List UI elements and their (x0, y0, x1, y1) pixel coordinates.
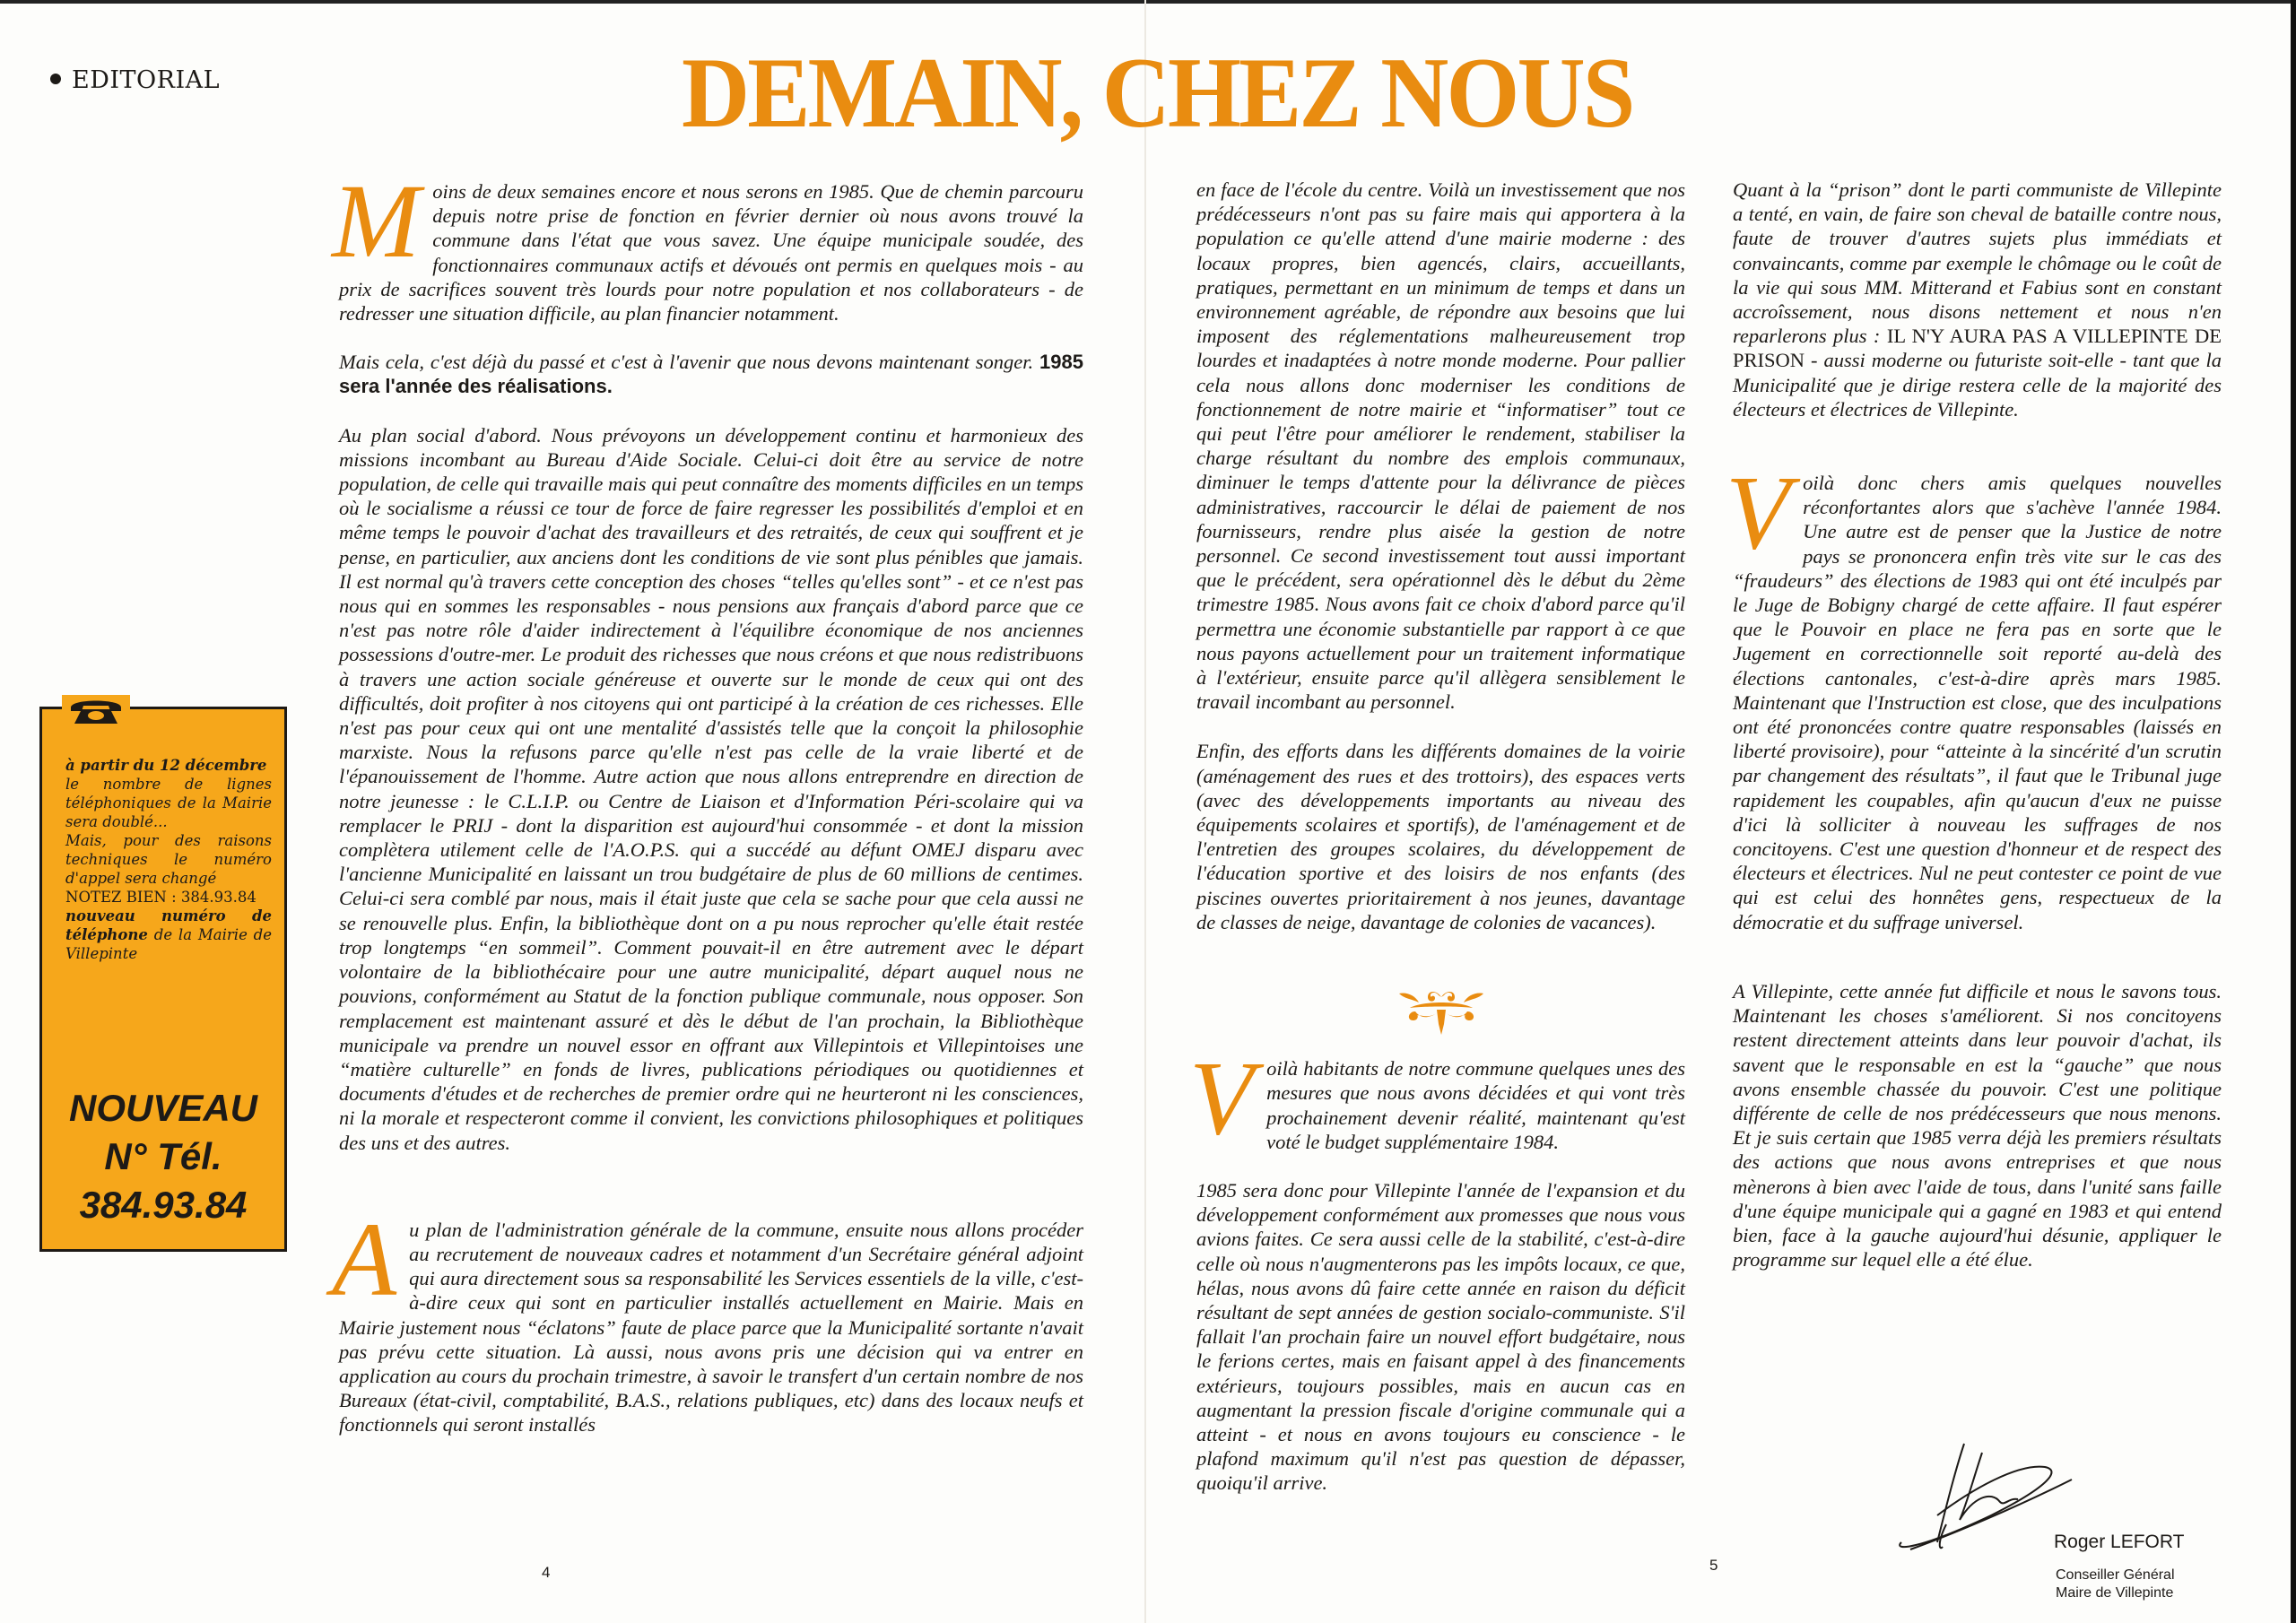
signatory-title: Conseiller Général (2056, 1567, 2175, 1583)
paragraph-text: oins de deux semaines encore et nous serons en 1985. Que de chemin parcouru depuis notre prise de fonction en février dernier où nous avons trouvé la commune dans l'état que vous savez. Une équipe municipale soudée, des fonctionnaires communaux actifs et dévoués ont permis en quelques mois - au prix de sacrifices souvent très lourds pour notre population et nos collaborateurs - de redresser une situation difficile, au plan financier notamment. (339, 180, 1083, 325)
paragraph (1189, 1039, 1685, 1158)
notice-date: à partir du 12 décembre (65, 757, 267, 774)
page-number: 4 (542, 1564, 551, 1581)
phone-big-nouveau: NOUVEAU (68, 1087, 258, 1129)
page-top-edge (0, 0, 2296, 4)
paragraph (1733, 979, 2222, 1271)
page4-column (332, 162, 1083, 1462)
page5-column-right (1726, 178, 2222, 1296)
paragraph-text: Au plan social d'abord. Nous prévoyons un développement continu et harmonieux des missions incombant au Bureau d'Aide Sociale. Celui-ci doit être au service de notre population, de celle qui travaille mais qui peut connaître des moments difficiles en un temps où le socialisme a réussi ce tour de force de faire regresser les possibilités d'emploi et en même temps le pouvoir d'achat des travailleurs et des retraités, de ceux qui souffrent et je pense, en particulier, aux anciens dont les conditions de vie sont plus pénibles que jamais. Il est normal qu'à travers cette conception des choses “telles qu'elles sont” - et ce n'est pas nous qui en sommes les responsables - nous pensions aux français d'abord parce que ce n'est pas notre rôle d'aider indirectement à l'équilibre économique de nos anciennes possessions d'outre-mer. Le produit des richesses que nous créons et que nous redistribuons à travers une action sociale généreuse et ouverte sur le monde de ceux qui ont des difficultés, doit profiter à nos citoyens qui ont participé à la création de ces richesses. Elle n'est pas pour ceux qui ont une mentalité d'assistés telle que la conçoit la philosophie marxiste. Nous la refusons parce qu'elle n'est pas celle de la vraie liberté et de l'épanouissement de l'homme. Autre action que nous allons entreprendre en direction de notre jeunesse : le C.L.I.P. ou Centre de Liaison et d'Information Péri-scolaire qui va remplacer le PRIJ - dont la disparition est aujourd'hui consommée - et dont la mission complètera utilement celle de l'A.O.P.S. qui a succédé au défunt OMEJ disparu avec l'ancienne Municipalité en laissant un trou budgétaire de plus de 60 millions de centimes. Celui-ci sera comblé par nous, mais il était juste que cela se sache pour que cela aussi ne se renouvelle plus. Enfin, la bibliothèque dont on a pu nous reprocher qu'elle était restée trop longtemps “en sommeil”. Comment pouvait-il en être autrement avec le départ volontaire de la bibliothécaire pour une autre municipalité, départ auquel nous ne pouvions, conformément au Statut de la fonction publique communale, nous opposer. Son remplacement est maintenant assuré et dès le début de l'an prochain, la Bibliothèque municipale va prendre un nouvel essor en offrant aux Villepintois et Villepintoises une “matière culturelle” en fonds de livres, publications périodiques ou quotidiennes et documents d'études et de recherches de premier ordre qui ne heurteront ni les consciences, ni la morale et respecteront comme il convient, les convictions philosophiques et politiques des uns et des autres. (339, 423, 1083, 1154)
telephone-icon (62, 695, 130, 725)
notice-lines: le nombre de lignes téléphoniques de la Mairie sera doublé... (65, 776, 272, 830)
paragraph-text: en face de l'école du centre. Voilà un investissement que nos prédécesseurs n'ont pas su faire mais qui apportera à la population ce qu'elle attend d'une mairie moderne : des locaux propres, bien agencés, clairs, accueillants, pratiques, permettant en un minimum de temps et dans un environnement agréable, de répondre aux besoins que lui imposent des réglementations malheureusement trop lourdes et inadaptées à notre monde moderne. Pour pallier cela nous allons donc moderniser les conditions de fonctionnement de notre mairie et “informatiser” tout ce qui peut l'être pour améliorer le rendement, stabiliser la charge résultant du nombre des emplois communaux, diminuer le temps d'attente pour la délivrance de pièces administratives, raccourcir le délai de paiement de nos fournisseurs, rendre plus aisée la gestion de notre personnel. Ce second investissement tout aussi important que le précédent, sera opérationnel dès le début du 2ème trimestre 1985. Nous avons fait ce choix d'abord parce qu'il permettra une économie substantielle par rapport à ce que nous payons actuellement pour un traitement informatique à l'extérieur, ensuite parce qu'il allègera sensiblement le travail incombant au personnel. (1196, 178, 1685, 714)
notice-number: NOTEZ BIEN : 384.93.84 (65, 889, 257, 906)
paragraph-text: A Villepinte, cette année fut difficile et nous le savons tous. Maintenant les choses s'améliorent. Si nos concitoyens restent directement atteints dans leur pouvoir d'achat, ils savent que le responsable en est la “gauche” que nous avons ensemble chassée du pouvoir. C'est une politique différente de celle de nos prédécesseurs que nous menons. Et je suis certain que 1985 verra déjà les premiers résultats des actions que nous avons entreprises et que nous mènerons à bien avec l'aide de tous, dans l'unité sans faille d'une équipe municipale qui a gagné en 1983 et qui entend bien, face à la gauche aujourd'hui désunie, appliquer le programme sur lequel elle a été élue. (1733, 979, 2222, 1271)
page-right-edge (2291, 0, 2296, 1623)
page5-column-left (1189, 178, 1685, 1520)
emphasis-text: IL N'Y AURA PAS A VILLEPINTE DE PRISON (1733, 325, 2222, 372)
paragraph-text: oilà habitants de notre commune quelques unes des mesures que nous avons décidées et qui vont très prochainement devenir réalité, maintenant qu'est voté le budget supplémentaire 1984. (1266, 1057, 1685, 1153)
signatory-name: Roger LEFORT (2054, 1532, 2185, 1552)
paragraph-text: Quant à la “prison” dont le parti communiste de Villepinte a tenté, en vain, de faire son cheval de bataille contre nous, faute de trouver d'autres sujets plus immédiats et convaincants, comme par exemple le chômage ou le coût de la vie qui sous MM. Mitterand et Fabius sont en constant accroîssement, nous disons nettement et nous n'en reparlerons plus : (1733, 178, 2222, 348)
paragraph (1196, 178, 1685, 714)
paragraph (332, 1200, 1083, 1437)
paragraph (332, 162, 1083, 325)
paragraph-text: Mais cela, c'est déjà du passé et c'est à l'avenir que nous devons maintenant songer. (339, 351, 1040, 374)
paragraph-text: u plan de l'administration générale de la commune, ensuite nous allons procéder au recrutement de nouveaux cadres et notamment d'un Secrétaire général adjoint qui aura directement sous sa responsabilité les Services essentiels de la ville, c'est-à-dire ceux qui sont en particulier installés actuellement en Mairie. Mais en Mairie justement nous “éclatons” faute de place parce que la Municipalité sortante n'avait pas prévu cette situation. Là aussi, nous avons pris une décision qui va entrer en application au cours du prochain trimestre, à savoir le transfert d'un certain nombre de nos Bureaux (état-civil, comptabilité, B.A.S., relations publiques, etc) dans des locaux neufs et fonctionnels qui seront installés (339, 1218, 1083, 1436)
spread-fold (1144, 0, 1146, 1623)
phone-big-number: 384.93.84 (79, 1184, 248, 1226)
paragraph (339, 350, 1083, 398)
ornament-icon (1392, 988, 1491, 1038)
notice-reason: Mais, pour des raisons techniques le numéro d'appel sera changé (65, 832, 272, 887)
paragraph-text: oilà donc chers amis quelques nouvelles réconfortantes alors que s'achève l'année 1984. Une autre est de penser que la Justice de notre pays se prononcera enfin très vite sur le cas des “fraudeurs” des élections de 1983 qui ont été inculpés par le Juge de Bobigny chargé de cette affaire. Il faut espérer que le Pouvoir en place ne fera pas en sorte que le Jugement en correctionnelle soit reporté au-delà des élections cantonales, c'est-à-dire après mars 1985. Maintenant que l'Instruction est close, que des inculpations ont été prononcées contre quatre responsables (laissés en liberté provisoire), pour “atteinte à la sincérité d'un scrutin par changement des résultats”, il faut que le Tribunal juge rapidement les coupables, afin qu'aucun d'eux ne puisse d'ici là solliciter à nouveau les suffrages de nos concitoyens. C'est une question d'honneur et de respect des électeurs et électrices. Nul ne peut contester ce point de vue qui est celui des honnêtes gens, respectueux de la démocratie et du suffrage universel. (1733, 472, 2222, 933)
notice-new-number-label: nouveau numéro de téléphone (65, 907, 272, 943)
signatory-title: Maire de Villepinte (2056, 1585, 2174, 1601)
section-label (50, 66, 220, 94)
page-title: DEMAIN, CHEZ NOUS (682, 38, 1633, 149)
paragraph-text: Enfin, des efforts dans les différents domaines de la voirie (aménagement des rues et des trottoirs), des espaces verts (avec des développements importants au niveau des équipements scolaires et sportifs), de l'aménagement et de l'entretien des groupes scolaires, du développement de l'éducation sportive et des loisirs de nos enfants (des piscines ouvertes prioritairement à nos jeunes, davantage de classes de neige, davantage de colonies de vacances). (1196, 740, 1685, 933)
bullet-icon (50, 74, 61, 84)
paragraph (1733, 178, 2222, 421)
paragraph-text: 1985 sera donc pour Villepinte l'année de l'expansion et du développement conformément aux promesses que nous vous avions faites. Ce sera aussi celle de la stabilité, c'est-à-dire celle où nous n'augmenterons pas les impôts locaux, ce que, hélas, nous avons dû faire cette année en raison du déficit résultant de sept années de gestion socialo-communiste. S'il fallait l'an prochain faire un nouvel effort budgétaire, nous le ferions certes, mais en faisant appel à des financements extérieurs, toujours possibles, mais en aucun cas en augmentant la pression fiscale d'origine communale qui a atteint - et nous en avons toujours eu conscience - le plafond maximum qu'il n'est pas question de dépasser, quoiqu'il arrive. (1196, 1178, 1685, 1495)
paragraph (1726, 454, 2222, 934)
page-number: 5 (1709, 1557, 1718, 1574)
section-label-text: EDITORIAL (72, 66, 221, 94)
phone-notice-box (39, 707, 287, 1252)
phone-notice-text (65, 756, 272, 963)
dropcap: M (332, 162, 421, 280)
signature-block (1883, 1417, 2260, 1601)
paragraph (1196, 1178, 1685, 1496)
phone-big-label: N° Tél. (104, 1135, 222, 1177)
paragraph (1196, 739, 1685, 934)
dropcap: V (1189, 1039, 1255, 1158)
notice-mairie: de la Mairie de Villepinte (65, 926, 272, 962)
highlight-text: 1985 sera l'année des réalisations. (339, 351, 1083, 398)
dropcap: A (332, 1200, 397, 1318)
paragraph-text: - aussi moderne ou futuriste soit-elle - tant que la Municipalité que je dirige restera celle de la majorité des électeurs et électrices de Villepinte. (1733, 349, 2222, 421)
paragraph (339, 423, 1083, 1155)
dropcap: V (1726, 454, 1791, 572)
